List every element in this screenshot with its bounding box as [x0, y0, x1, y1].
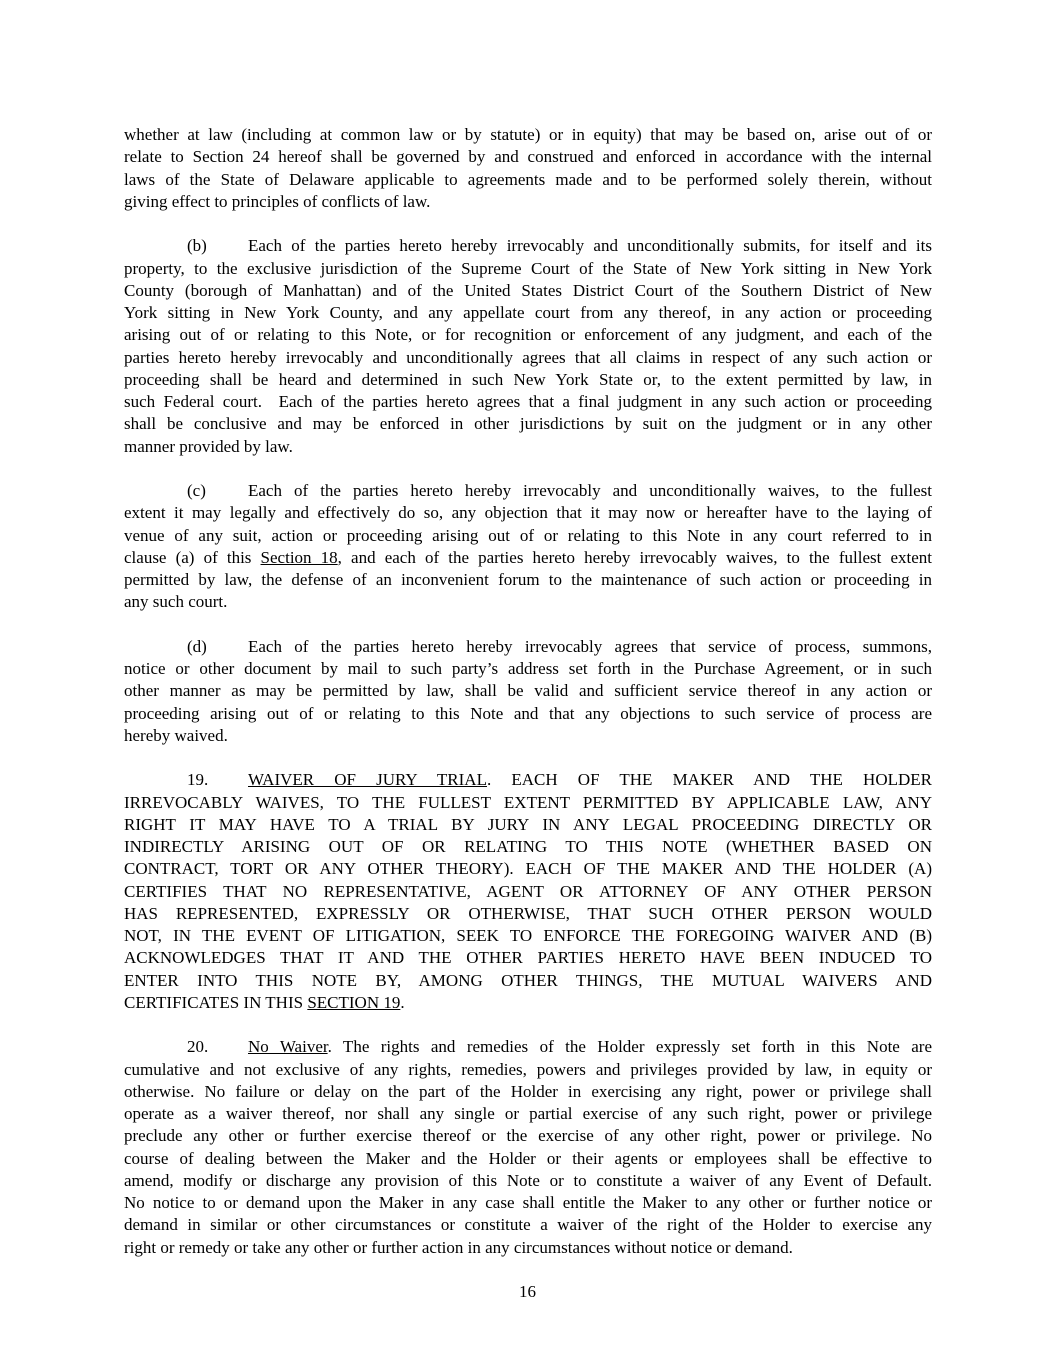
text-segment: RIGHT IT MAY HAVE TO A TRIAL BY JURY IN ANY LEGAL PROCEEDING DIRECTLY OR	[124, 814, 932, 834]
text-line	[124, 792, 932, 814]
section-number: (b)	[187, 236, 207, 256]
text-segment: manner provided by law.	[124, 436, 293, 456]
text-segment: CONTRACT, TORT OR ANY OTHER THEORY). EACH OF THE MAKER AND THE HOLDER (A)	[124, 859, 932, 879]
text-segment: Each of the parties hereto hereby irrevocably agrees that service of process, summons,	[248, 636, 932, 656]
text-segment: laws of the State of Delaware applicable to agreements made and to be performed solely therein, without	[124, 169, 932, 189]
text-segment: County (borough of Manhattan) and of the United States District Court of the Southern District of New	[124, 280, 932, 300]
text-segment: Each of the parties hereto hereby irrevocably and unconditionally waives, to the fullest	[248, 481, 932, 500]
section-number: (d)	[187, 636, 207, 656]
text-line	[124, 680, 932, 702]
text-line	[124, 391, 932, 413]
text-line	[124, 658, 932, 680]
text-segment: any such court.	[124, 592, 228, 612]
text-line	[124, 591, 932, 613]
text-segment: arising out of or relating to this Note, or for recognition or enforcement of any judgment, and each of the	[124, 325, 932, 345]
section-number: (c)	[187, 481, 206, 500]
document-body	[124, 124, 932, 1281]
text-segment: .	[400, 992, 405, 1012]
text-segment: HAS REPRESENTED, EXPRESSLY OR OTHERWISE, THAT SUCH OTHER PERSON WOULD	[124, 903, 932, 923]
text-line	[124, 1036, 932, 1058]
text-line	[124, 947, 932, 969]
text-segment: , and each of the parties hereto hereby irrevocably waives, to the fullest extent	[337, 547, 932, 567]
text-line	[124, 280, 932, 302]
text-segment: other manner as may be permitted by law, shall be valid and sufficient service thereof in any action or	[124, 681, 932, 701]
underlined-heading: No Waiver	[248, 1037, 328, 1057]
text-line	[124, 324, 932, 346]
text-segment: hereby waived.	[124, 725, 228, 745]
text-segment: CERTIFICATES IN THIS	[124, 992, 308, 1012]
text-line	[124, 703, 932, 725]
text-line	[124, 369, 932, 391]
text-line	[124, 836, 932, 858]
text-segment: clause (a) of this	[124, 547, 261, 567]
text-line	[124, 169, 932, 191]
text-segment: proceeding shall be heard and determined in such New York State or, to the extent permitted by law, in	[124, 369, 932, 389]
text-segment: extent it may legally and effectively do so, any objection that it may now or hereafter have to the laying of	[124, 503, 932, 523]
text-line	[124, 881, 932, 903]
line-text	[248, 235, 932, 257]
paragraph	[124, 480, 932, 614]
text-segment: notice or other document by mail to such party’s address set forth in the Purchase Agreement, or in such	[124, 659, 932, 678]
page-number: 16	[519, 1282, 536, 1301]
text-line	[124, 1192, 932, 1214]
text-segment: course of dealing between the Maker and the Holder or their agents or employees shall be effective to	[124, 1148, 932, 1168]
text-line	[124, 1148, 932, 1170]
text-segment: operate as a waiver thereof, nor shall any single or partial exercise of any such right, power or privilege	[124, 1104, 932, 1123]
text-segment: proceeding arising out of or relating to this Note and that any objections to such service of process are	[124, 703, 932, 723]
underlined-heading: SECTION 19	[307, 992, 401, 1012]
text-line	[124, 1125, 932, 1147]
text-segment: right or remedy or take any other or further action in any circumstances without notice or demand.	[124, 1237, 793, 1257]
text-segment: No notice to or demand upon the Maker in any case shall entitle the Maker to any other or further notice or	[124, 1193, 932, 1212]
text-line	[124, 258, 932, 280]
line-text	[248, 769, 932, 791]
underlined-heading: Section 18	[260, 547, 338, 567]
text-segment: relate to Section 24 hereof shall be governed by and construed and enforced in accordance with the internal	[124, 147, 932, 167]
text-line	[124, 992, 932, 1014]
text-line	[124, 347, 932, 369]
line-text	[248, 636, 932, 658]
text-line	[124, 970, 932, 992]
text-segment: such Federal court. Each of the parties hereto agrees that a final judgment in any such action or proceeding	[124, 392, 932, 411]
text-line	[124, 436, 932, 458]
paragraph	[124, 235, 932, 458]
text-segment: INDIRECTLY ARISING OUT OF OR RELATING TO THIS NOTE (WHETHER BASED ON	[124, 837, 932, 856]
text-line	[124, 769, 932, 791]
text-line	[124, 480, 932, 502]
text-segment: cumulative and not exclusive of any rights, remedies, powers and privileges provided by law, in equity or	[124, 1059, 932, 1079]
text-segment: IRREVOCABLY WAIVES, TO THE FULLEST EXTENT PERMITTED BY APPLICABLE LAW, ANY	[124, 792, 932, 812]
text-line	[124, 1081, 932, 1103]
text-line	[124, 191, 932, 213]
text-line	[124, 814, 932, 836]
text-segment: York sitting in New York County, and any appellate court from any thereof, in any action or proceeding	[124, 303, 932, 322]
text-segment: . EACH OF THE MAKER AND THE HOLDER	[486, 770, 932, 790]
underlined-heading: WAIVER OF JURY TRIAL	[248, 770, 487, 790]
text-line	[124, 525, 932, 547]
line-text	[248, 1036, 932, 1058]
section-number: 19.	[187, 770, 209, 790]
text-line	[124, 235, 932, 257]
section-number: 20.	[187, 1037, 209, 1057]
text-segment: ENTER INTO THIS NOTE BY, AMONG OTHER THINGS, THE MUTUAL WAIVERS AND	[124, 970, 932, 990]
text-segment: amend, modify or discharge any provision of this Note or to constitute a waiver of any Event of Default.	[124, 1170, 932, 1190]
text-line	[124, 1214, 932, 1236]
text-line	[124, 1059, 932, 1081]
paragraph	[124, 124, 932, 213]
text-line	[124, 569, 932, 591]
text-line	[124, 502, 932, 524]
line-text	[248, 480, 932, 502]
text-segment: demand in similar or other circumstances or constitute a waiver of the right of the Holder to exercise any	[124, 1215, 932, 1235]
text-line	[124, 903, 932, 925]
text-line	[124, 124, 932, 146]
text-segment: permitted by law, the defense of an inconvenient forum to the maintenance of such action or proceeding in	[124, 570, 932, 589]
text-segment: venue of any suit, action or proceeding arising out of or relating to this Note in any court referred to in	[124, 525, 932, 545]
text-segment: CERTIFIES THAT NO REPRESENTATIVE, AGENT OR ATTORNEY OF ANY OTHER PERSON	[124, 881, 932, 901]
text-line	[124, 1237, 932, 1259]
paragraph	[124, 769, 932, 1014]
text-segment: property, to the exclusive jurisdiction of the Supreme Court of the State of New York sitting in New York	[124, 258, 932, 278]
text-line	[124, 858, 932, 880]
text-segment: parties hereto hereby irrevocably and unconditionally agrees that all claims in respect of any such action or	[124, 347, 932, 367]
text-segment: Each of the parties hereto hereby irrevocably and unconditionally submits, for itself and its	[248, 236, 932, 256]
text-segment: NOT, IN THE EVENT OF LITIGATION, SEEK TO ENFORCE THE FOREGOING WAIVER AND (B)	[124, 926, 932, 945]
paragraph	[124, 1036, 932, 1259]
text-segment: giving effect to principles of conflicts of law.	[124, 191, 431, 211]
text-segment: ACKNOWLEDGES THAT IT AND THE OTHER PARTIES HERETO HAVE BEEN INDUCED TO	[124, 948, 932, 968]
text-line	[124, 1170, 932, 1192]
text-line	[124, 925, 932, 947]
text-line	[124, 725, 932, 747]
text-line	[124, 547, 932, 569]
text-segment: whether at law (including at common law or by statute) or in equity) that may be based on, arise out of or	[124, 125, 932, 144]
text-segment: preclude any other or further exercise thereof or the exercise of any other right, power or privilege. No	[124, 1126, 932, 1146]
text-line	[124, 1103, 932, 1125]
text-segment: otherwise. No failure or delay on the part of the Holder in exercising any right, power or privilege shall	[124, 1081, 932, 1101]
text-segment: . The rights and remedies of the Holder expressly set forth in this Note are	[327, 1037, 932, 1057]
text-line	[124, 146, 932, 168]
text-line	[124, 413, 932, 435]
text-line	[124, 302, 932, 324]
paragraph	[124, 636, 932, 747]
text-segment: shall be conclusive and may be enforced in other jurisdictions by suit on the judgment or in any other	[124, 414, 932, 434]
text-line	[124, 636, 932, 658]
